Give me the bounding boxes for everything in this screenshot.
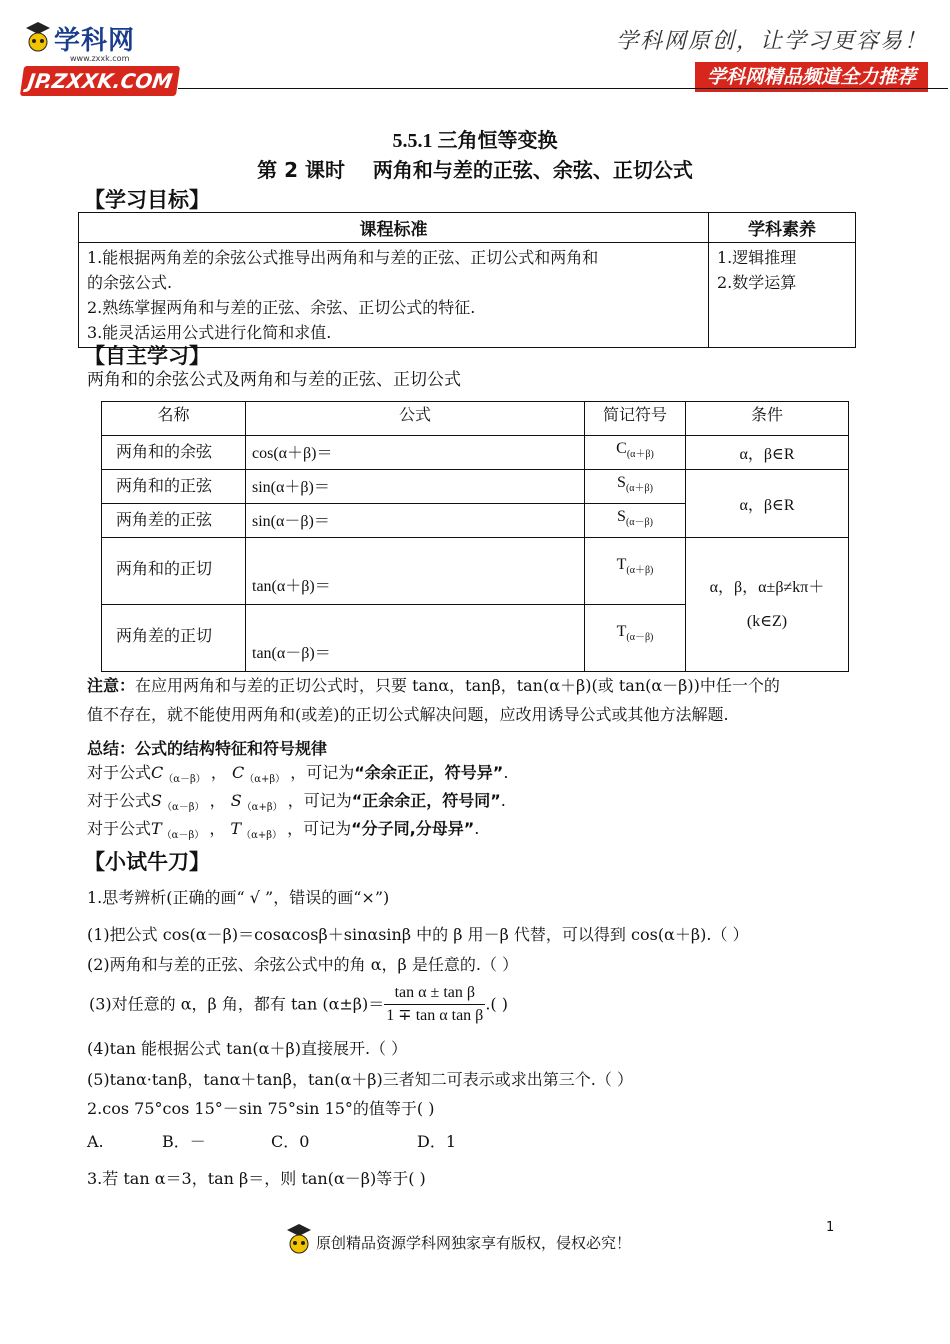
site-logo (22, 18, 182, 98)
note-block (87, 671, 877, 729)
option-d: D．1 (417, 1132, 457, 1151)
row-name: 两角和的正切 (102, 538, 246, 605)
question-1-1: (1)把公式 cos(α－β)＝cosαcosβ＋sinαsinβ 中的 β 用－β 代替，可以得到 cos(α＋β).（ ） (87, 925, 749, 944)
try-heading: 【小试牛刀】 (84, 850, 210, 874)
summary-rule: “分子同,分母异” (351, 819, 475, 838)
row-formula: sin(α－β)＝ (246, 504, 585, 538)
formula-table (101, 401, 849, 672)
condition-2: α，β∈R (686, 470, 849, 538)
condition-3 (686, 538, 849, 672)
summary-mid: ，可记为 (287, 791, 352, 810)
row-name: 两角和的余弦 (102, 436, 246, 470)
self-study-heading: 【自主学习】 (84, 344, 210, 368)
note-label: 注意： (87, 676, 136, 695)
goals-literacy-cell (709, 243, 856, 348)
th-condition: 条件 (686, 402, 849, 436)
question-1: 1.思考辨析(正确的画“ √ ”，错误的画“×”) (87, 888, 390, 907)
literacy-line: 1.逻辑推理 (717, 248, 797, 267)
q1-4-part: (4)tan (87, 1039, 142, 1058)
row-formula: sin(α＋β)＝ (246, 470, 585, 504)
condition-3-line1: α，β，α±β≠kπ＋ (709, 578, 825, 596)
goal-line: 2.熟练掌握两角和与差的正弦、余弦、正切公式的特征. (87, 298, 476, 317)
formula-sub: （α－β） (163, 774, 206, 785)
th-symbol: 简记符号 (585, 402, 686, 436)
formula-symbol: C (151, 763, 164, 782)
summary-rule: “余余正正，符号异” (354, 763, 504, 782)
symbol-letter: T (616, 556, 627, 573)
summary-rule: “正余余正，符号同” (351, 791, 501, 810)
page-number: 1 (826, 1220, 835, 1235)
formula-sub: （α+β） (244, 774, 286, 785)
symbol-letter: C (616, 440, 627, 457)
formula-symbol: T (151, 819, 162, 838)
summary-end: . (503, 763, 509, 782)
goal-line: 3.能灵活运用公式进行化简和求值. (87, 323, 332, 342)
row-name: 两角差的正切 (102, 605, 246, 672)
page-subtitle: 第 2 课时 两角和与差的正弦、余弦、正切公式 (257, 158, 693, 182)
logo-url: www.zxxk.com (70, 54, 130, 63)
th-name: 名称 (102, 402, 246, 436)
note-line1: 在应用两角和与差的正切公式时，只要 tanα，tanβ，tan(α＋β)(或 tan(α－β))中任一个的 (135, 676, 780, 695)
condition-1: α，β∈R (686, 436, 849, 470)
literacy-line: 2.数学运算 (717, 273, 797, 292)
row-formula: tan(α＋β)＝ (246, 538, 585, 605)
table-row (102, 470, 849, 504)
symbol-sub: (α＋β) (626, 449, 654, 460)
row-name: 两角差的正弦 (102, 504, 246, 538)
q1-3-prefix: (3)对任意的 α，β 角，都有 tan (α±β)＝ (89, 994, 385, 1014)
formula-symbol: C (232, 763, 245, 782)
question-1-5: (5)tanα·tanβ，tanα＋tanβ，tan(α＋β)三者知二可表示或求出第三个.（ ） (87, 1070, 633, 1089)
th-formula: 公式 (246, 402, 585, 436)
summary-line-c: 对于公式$C_{(\alpha-\beta)}$ ， $C_{(\alpha+\beta)}$ ，可记为“余余正正，符号异”. (87, 763, 509, 785)
fraction-denominator: 1 ∓ tan α tan β (386, 1007, 484, 1024)
symbol-sub: (α－β) (625, 517, 653, 528)
goals-col1-header: 课程标准 (79, 213, 709, 243)
goal-line: 1.能根据两角差的余弦公式推导出两角和与差的正弦、正切公式和两角和 (87, 248, 599, 267)
goals-col2-header: 学科素养 (709, 213, 856, 243)
symbol-letter: S (617, 474, 626, 491)
question-2: 2.cos 75°cos 15°－sin 75°sin 15°的值等于( ) (87, 1099, 435, 1118)
page-title: 5.5.1 三角恒等变换 (392, 130, 558, 152)
footer-mascot-icon (284, 1222, 314, 1256)
logo-domain: JP.ZXXK.COM (20, 66, 180, 96)
row-formula: tan(α－β)＝ (246, 605, 585, 672)
goals-table (78, 212, 856, 348)
option-c: C．0 (271, 1132, 310, 1151)
option-b: B．－ (162, 1132, 206, 1151)
self-study-intro: 两角和的余弦公式及两角和与差的正弦、正切公式 (87, 370, 461, 390)
formula-sub: （α+β） (241, 830, 283, 841)
tan-fraction (384, 982, 485, 1027)
row-symbol (585, 538, 686, 605)
symbol-sub: (α＋β) (626, 565, 654, 576)
summary-heading: 总结：公式的结构特征和符号规律 (87, 739, 328, 758)
question-1-4 (87, 1037, 407, 1061)
q1-4-part: tan(α＋β)直接展开.（ ） (221, 1039, 408, 1058)
formula-sub: （α－β） (161, 830, 205, 841)
header-divider (178, 88, 948, 89)
summary-end: . (474, 819, 480, 838)
table-row (102, 538, 849, 605)
row-symbol (585, 436, 686, 470)
summary-lines (87, 760, 508, 844)
header-slogan: 学科网原创，让学习更容易！ (615, 29, 928, 54)
mascot-icon (22, 18, 54, 58)
note-line2: 值不存在，就不能使用两角和(或差)的正切公式解决问题，应改用诱导公式或其他方法解题. (87, 705, 729, 724)
summary-mid: ，可记为 (290, 763, 355, 782)
summary-line-s: 对于公式$S_{(\alpha-\beta)}$ ， $S_{(\alpha+\beta)}$ ，可记为“正余余正，符号同”. (87, 791, 506, 813)
row-symbol (585, 470, 686, 504)
summary-prefix: 对于公式 (87, 763, 152, 782)
q1-4-bold: 能根据公式 (141, 1039, 222, 1058)
question-1-2: (2)两角和与差的正弦、余弦公式中的角 α，β 是任意的.（ ） (87, 955, 519, 974)
footer-copyright: 原创精品资源学科网独家享有版权，侵权必究！ (316, 1234, 632, 1252)
fraction-numerator: tan α ± tan β (384, 982, 485, 1005)
goals-heading: 【学习目标】 (84, 188, 210, 212)
formula-symbol: S (230, 791, 242, 810)
summary-line-t: 对于公式$T_{(\alpha-\beta)}$ ， $T_{(\alpha+\beta)}$ ，可记为“分子同,分母异”. (87, 819, 480, 841)
row-symbol (585, 605, 686, 672)
goals-standards-cell (79, 243, 709, 348)
goal-line: 的余弦公式. (87, 273, 173, 292)
row-name: 两角和的正弦 (102, 470, 246, 504)
summary-mid: ，可记为 (287, 819, 352, 838)
row-symbol (585, 504, 686, 538)
formula-symbol: T (230, 819, 242, 838)
question-1-3 (89, 982, 508, 1027)
q1-3-suffix: .( ) (485, 994, 508, 1014)
formula-sub: （α+β） (241, 802, 283, 813)
formula-symbol: S (151, 791, 162, 810)
option-a: A. (87, 1132, 104, 1151)
row-formula: cos(α＋β)＝ (246, 436, 585, 470)
symbol-letter: S (617, 508, 626, 525)
table-row (102, 436, 849, 470)
symbol-sub: (α－β) (626, 632, 654, 643)
symbol-letter: T (616, 623, 627, 640)
summary-prefix: 对于公式 (87, 819, 152, 838)
header-banner: 学科网精品频道全力推荐 (695, 62, 928, 92)
logo-text: 学科网 (54, 26, 136, 56)
symbol-sub: (α＋β) (625, 483, 653, 494)
condition-3-line2: (k∈Z) (746, 612, 788, 630)
formula-sub: （α－β） (161, 802, 205, 813)
summary-end: . (500, 791, 506, 810)
summary-prefix: 对于公式 (87, 791, 152, 810)
question-3: 3.若 tan α＝3，tan β＝，则 tan(α－β)等于( ) (87, 1169, 426, 1188)
